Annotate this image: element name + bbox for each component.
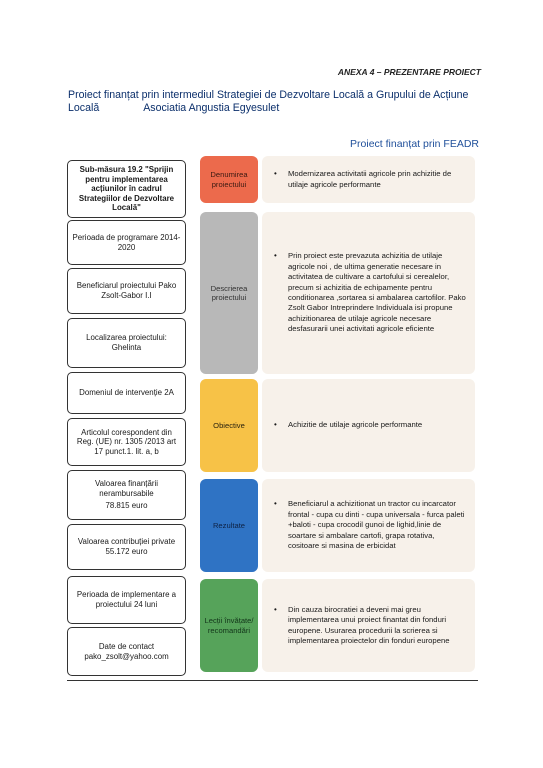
section-content-lessons — [262, 579, 475, 672]
section-content-results — [262, 479, 475, 572]
location-text: Localizarea proiectului: Ghelinta — [86, 333, 167, 352]
non-refundable-label: Valoarea finanțării nerambursabile — [94, 479, 159, 498]
non-refundable-amount: 78.815 euro — [105, 501, 148, 511]
private-contribution-text: Valoarea contribuției private 55.172 euro — [77, 537, 176, 556]
regulation-article-box — [67, 418, 186, 466]
section-label-name-text: Denumirea proiectului — [210, 170, 248, 189]
contact-box — [67, 627, 186, 676]
programming-period-text: Perioada de programare 2014-2020 — [72, 232, 181, 252]
bottom-divider — [67, 680, 478, 681]
annex-title: ANEXA 4 – PREZENTARE PROIECT — [337, 67, 481, 77]
implementation-period-box — [67, 576, 186, 624]
lessons-text: Din cauza birocratiei a deveni mai greu implementarea unui proiect finantat din fonduri europene. Usurarea procedurii la scrierea si implementarea proiectelor din fonduri europene — [288, 604, 450, 645]
regulation-article-text: Articolul corespondent din Reg. (UE) nr. 1305 /2013 art 17 punct.1. lit. a, b — [76, 427, 177, 456]
beneficiary-text: Beneficiarul proiectului Pako Zsolt-Gabor I.I — [76, 281, 177, 300]
title-line-1: Proiect finanțat prin intermediul Strategiei de Dezvoltare Locală a Grupului de Acțiune — [68, 89, 469, 101]
objectives-text: Achizitie de utilaje agricole performante — [288, 420, 423, 430]
section-label-description — [200, 212, 258, 374]
contact-text: Date de contact pako_zsolt@yahoo.com — [84, 641, 169, 661]
section-label-objectives — [200, 379, 258, 472]
programming-period-box — [67, 220, 186, 265]
section-content-description — [262, 212, 475, 374]
section-label-lessons-text: Lecții învățate/ recomandări — [204, 616, 254, 635]
submeasure-box — [67, 160, 186, 218]
section-label-lessons — [200, 579, 258, 672]
bullet-icon: • — [274, 251, 277, 261]
location-box — [67, 318, 186, 368]
project-title — [68, 89, 488, 115]
funded-by-label: Proiect finanțat prin FEADR — [350, 138, 479, 150]
bullet-icon: • — [274, 169, 277, 179]
bullet-icon: • — [274, 420, 277, 430]
section-content-objectives — [262, 379, 475, 472]
section-label-results-text: Rezultate — [212, 520, 246, 530]
project-description-text: Prin proiect este prevazuta achizitia de utilaje agricole noi , de ultima generatie necesare in activitatea de cultivare a cartofului si cerealelor, precum si achizitia de echipamente pentru conditionarea ,sortarea si ambalarea cartofilor. Pako Zsolt Gabor Intreprindere Individuala isi propune achizitionarea de utilaje agricole necesare desfasurarii unei activitati agricole eficiente — [288, 251, 466, 334]
section-label-results — [200, 479, 258, 572]
submeasure-text: Sub-măsura 19.2 "Sprijin pentru implementarea acțiunilor în cadrul Strategiilor de Dezvoltare Locală" — [78, 165, 175, 213]
association-name: Asociatia Angustia Egyesulet — [143, 102, 280, 114]
section-content-name — [262, 156, 475, 203]
intervention-domain-text: Domeniul de intervenție 2A — [79, 388, 174, 398]
title-line-2-prefix: Locală — [68, 102, 100, 114]
non-refundable-value-box — [67, 470, 186, 520]
implementation-period-text: Perioada de implementare a proiectului 24 luni — [76, 590, 177, 609]
results-text: Beneficiarul a achizitionat un tractor cu incarcator frontal - cupa cu dinti - cupa universala - furca paleti +baloti - cupa crocodil gunoi de lighid,linie de soartare si ambalare cartofi, grapa rotativa, cositoare si masina de erbicidat — [288, 499, 465, 551]
bullet-icon: • — [274, 499, 277, 509]
project-name-text: Modernizarea activitatii agricole prin achizitie de utilaje agricole performante — [288, 169, 452, 189]
beneficiary-box — [67, 268, 186, 314]
title-line-2 — [68, 102, 488, 115]
section-label-objectives-text: Obiective — [213, 420, 245, 430]
private-contribution-box — [67, 524, 186, 570]
intervention-domain-box — [67, 372, 186, 414]
bullet-icon: • — [274, 604, 277, 614]
section-label-name — [200, 156, 258, 203]
section-label-description-text: Descrierea proiectului — [210, 283, 248, 302]
